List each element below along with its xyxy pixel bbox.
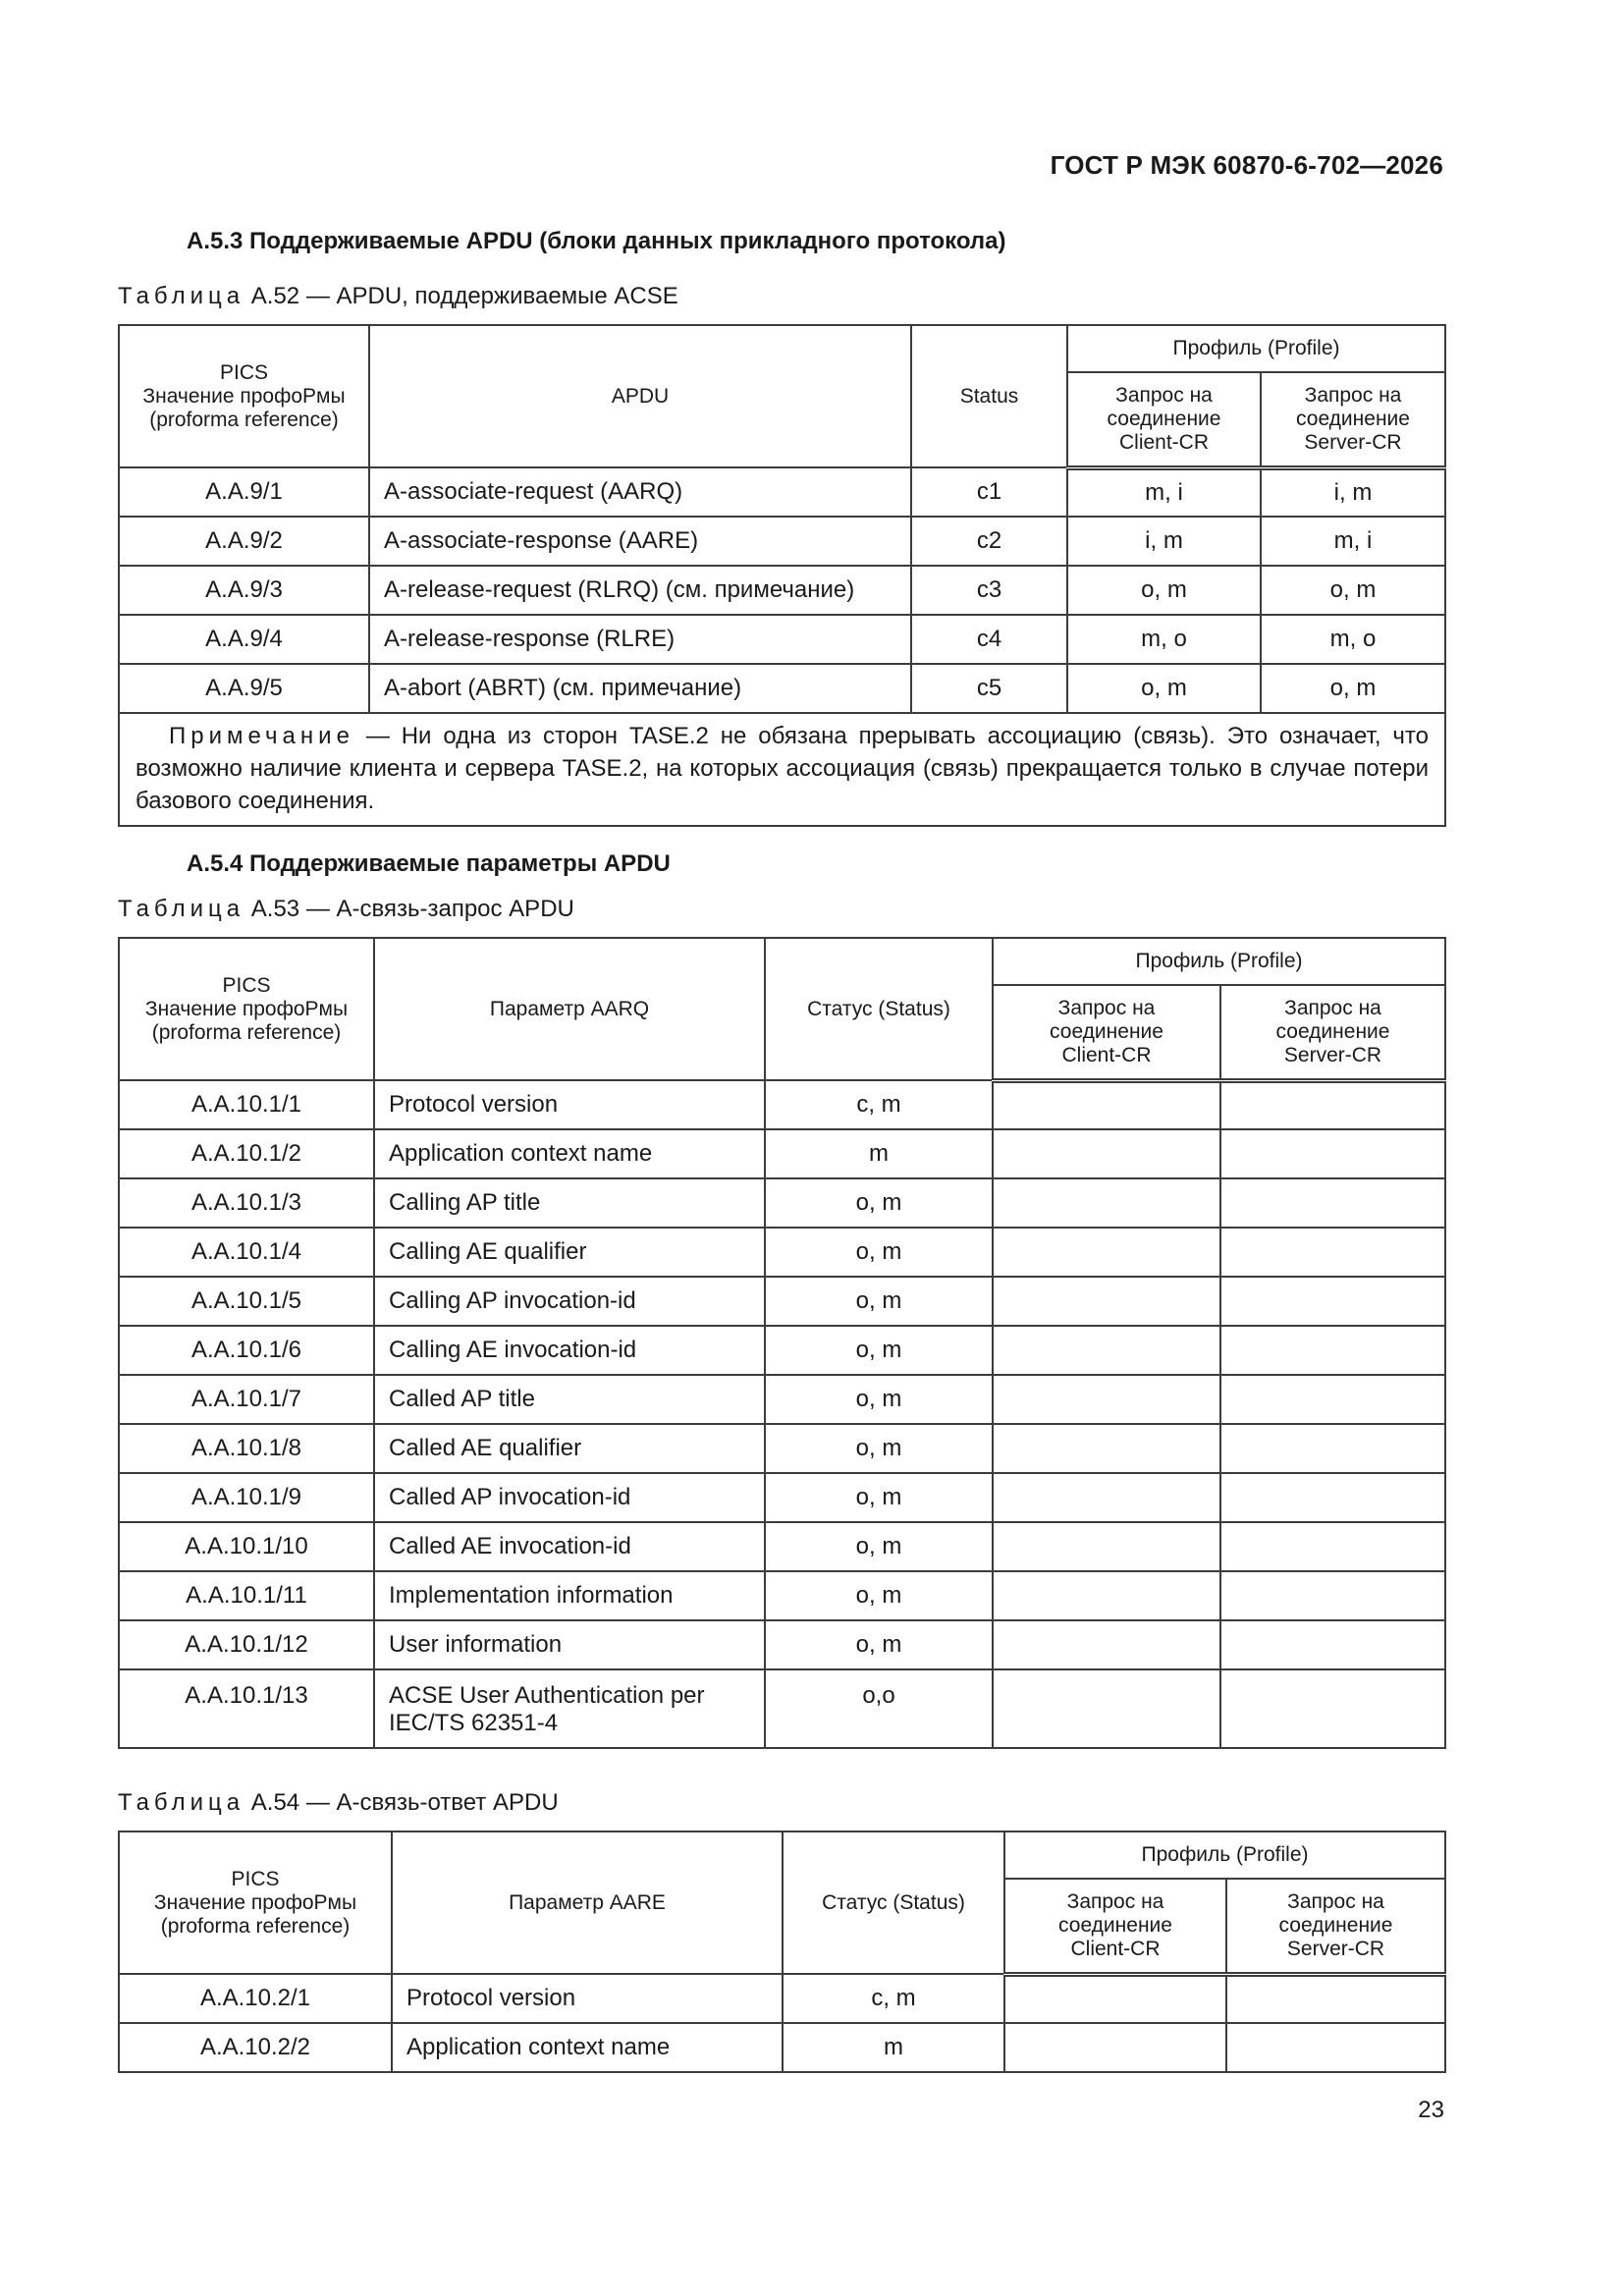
table-caption-label: Таблица xyxy=(118,1789,245,1816)
header-pics: PICS Значение профоРмы (proforma reference) xyxy=(119,1831,392,1974)
parameter-cell: Called AP invocation-id xyxy=(374,1473,765,1522)
table-54-body xyxy=(119,1974,1445,2072)
table-row xyxy=(119,1974,1445,2023)
server-cr-cell: o, m xyxy=(1261,566,1445,615)
client-cr-cell xyxy=(993,1228,1220,1277)
parameter-cell: Calling AE qualifier xyxy=(374,1228,765,1277)
parameter-cell: Application context name xyxy=(392,2023,783,2072)
document-id: ГОСТ Р МЭК 60870-6-702—2026 xyxy=(1050,150,1443,180)
parameter-cell: Protocol version xyxy=(392,1974,783,2023)
server-cr-cell xyxy=(1220,1178,1445,1228)
status-cell: o, m xyxy=(765,1228,993,1277)
status-cell: o,o xyxy=(765,1669,993,1748)
table-row xyxy=(119,1129,1445,1178)
server-cr-cell xyxy=(1220,1228,1445,1277)
pics-cell: А.А.10.1/5 xyxy=(119,1277,374,1326)
header-server-cr: Запрос на соединение Server-CR xyxy=(1261,372,1445,467)
pics-cell: А.А.9/2 xyxy=(119,517,369,566)
table-row xyxy=(119,1473,1445,1522)
table-row xyxy=(119,1326,1445,1375)
parameter-cell: A-release-request (RLRQ) (см. примечание) xyxy=(369,566,911,615)
table-row xyxy=(119,1522,1445,1571)
section-heading-a54: А.5.4 Поддерживаемые параметры APDU xyxy=(187,850,671,877)
table-caption-text: А.54 — А-связь-ответ APDU xyxy=(250,1789,559,1816)
parameter-cell: Called AE invocation-id xyxy=(374,1522,765,1571)
status-cell: c3 xyxy=(911,566,1067,615)
header-status: Статус (Status) xyxy=(765,938,993,1080)
client-cr-cell xyxy=(993,1424,1220,1473)
parameter-cell: Application context name xyxy=(374,1129,765,1178)
table-53-body xyxy=(119,1080,1445,1748)
client-cr-cell xyxy=(993,1080,1220,1129)
table-row xyxy=(119,1375,1445,1424)
header-aarq-parameter: Параметр AARQ xyxy=(374,938,765,1080)
server-cr-cell xyxy=(1220,1129,1445,1178)
header-server-cr: Запрос на соединение Server-CR xyxy=(1226,1879,1445,1974)
table-52-caption xyxy=(118,283,678,310)
table-caption-label: Таблица xyxy=(118,896,245,922)
status-cell: c, m xyxy=(765,1080,993,1129)
server-cr-cell xyxy=(1220,1669,1445,1748)
header-status: Статус (Status) xyxy=(783,1831,1004,1974)
pics-cell: А.А.9/4 xyxy=(119,615,369,664)
status-cell: o, m xyxy=(765,1178,993,1228)
header-server-cr: Запрос на соединение Server-CR xyxy=(1220,985,1445,1080)
note-label: Примечание xyxy=(169,723,354,749)
pics-cell: А.А.9/1 xyxy=(119,467,369,517)
status-cell: o, m xyxy=(765,1473,993,1522)
server-cr-cell: o, m xyxy=(1261,664,1445,713)
table-row xyxy=(119,566,1445,615)
table-row xyxy=(119,467,1445,517)
client-cr-cell: o, m xyxy=(1067,566,1261,615)
status-cell: o, m xyxy=(765,1571,993,1620)
pics-cell: А.А.10.1/7 xyxy=(119,1375,374,1424)
client-cr-cell xyxy=(993,1178,1220,1228)
client-cr-cell xyxy=(993,1522,1220,1571)
client-cr-cell: m, o xyxy=(1067,615,1261,664)
header-client-cr: Запрос на соединение Client-CR xyxy=(1067,372,1261,467)
table-52 xyxy=(118,324,1446,827)
client-cr-cell xyxy=(993,1571,1220,1620)
header-aare-parameter: Параметр AARE xyxy=(392,1831,783,1974)
parameter-cell: A-associate-response (AARE) xyxy=(369,517,911,566)
table-caption-label: Таблица xyxy=(118,283,245,309)
server-cr-cell: i, m xyxy=(1261,467,1445,517)
parameter-cell: A-associate-request (AARQ) xyxy=(369,467,911,517)
header-profile: Профиль (Profile) xyxy=(1004,1831,1445,1879)
status-cell: o, m xyxy=(765,1424,993,1473)
table-54-caption xyxy=(118,1789,559,1817)
table-row xyxy=(119,1178,1445,1228)
status-cell: o, m xyxy=(765,1326,993,1375)
pics-cell: А.А.10.2/2 xyxy=(119,2023,392,2072)
parameter-cell: Called AE qualifier xyxy=(374,1424,765,1473)
status-cell: o, m xyxy=(765,1620,993,1669)
header-profile: Профиль (Profile) xyxy=(1067,325,1445,372)
client-cr-cell xyxy=(1004,2023,1226,2072)
status-cell: c4 xyxy=(911,615,1067,664)
status-cell: m xyxy=(783,2023,1004,2072)
table-caption-text: А.52 — APDU, поддерживаемые ACSE xyxy=(250,283,678,309)
header-pics: PICS Значение профоРмы (proforma reference) xyxy=(119,938,374,1080)
parameter-cell: Protocol version xyxy=(374,1080,765,1129)
header-apdu: APDU xyxy=(369,325,911,467)
pics-cell: А.А.10.1/8 xyxy=(119,1424,374,1473)
parameter-cell: A-abort (ABRT) (см. примечание) xyxy=(369,664,911,713)
page-number: 23 xyxy=(1418,2097,1444,2123)
pics-cell: А.А.10.1/11 xyxy=(119,1571,374,1620)
parameter-cell: ACSE User Authentication per IEC/TS 62351-4 xyxy=(374,1669,765,1748)
table-53 xyxy=(118,937,1446,1749)
table-row xyxy=(119,1080,1445,1129)
server-cr-cell xyxy=(1220,1326,1445,1375)
pics-cell: А.А.10.1/4 xyxy=(119,1228,374,1277)
parameter-cell: Calling AP title xyxy=(374,1178,765,1228)
header-pics: PICS Значение профоРмы (proforma reference) xyxy=(119,325,369,467)
parameter-cell: Implementation information xyxy=(374,1571,765,1620)
server-cr-cell: m, i xyxy=(1261,517,1445,566)
server-cr-cell xyxy=(1220,1473,1445,1522)
table-53-caption xyxy=(118,896,574,923)
status-cell: o, m xyxy=(765,1375,993,1424)
status-cell: c1 xyxy=(911,467,1067,517)
pics-cell: А.А.10.1/2 xyxy=(119,1129,374,1178)
pics-cell: А.А.10.1/6 xyxy=(119,1326,374,1375)
server-cr-cell xyxy=(1220,1620,1445,1669)
client-cr-cell xyxy=(993,1277,1220,1326)
table-54 xyxy=(118,1831,1446,2073)
status-cell: c, m xyxy=(783,1974,1004,2023)
client-cr-cell: i, m xyxy=(1067,517,1261,566)
server-cr-cell xyxy=(1220,1277,1445,1326)
parameter-cell: Called AP title xyxy=(374,1375,765,1424)
status-cell: c5 xyxy=(911,664,1067,713)
table-row xyxy=(119,664,1445,713)
pics-cell: А.А.10.1/13 xyxy=(119,1669,374,1748)
pics-cell: А.А.10.2/1 xyxy=(119,1974,392,2023)
pics-cell: А.А.9/5 xyxy=(119,664,369,713)
section-heading-a53: А.5.3 Поддерживаемые APDU (блоки данных прикладного протокола) xyxy=(187,228,1006,254)
table-row xyxy=(119,615,1445,664)
table-row xyxy=(119,1424,1445,1473)
client-cr-cell xyxy=(993,1620,1220,1669)
parameter-cell: Calling AP invocation-id xyxy=(374,1277,765,1326)
status-cell: o, m xyxy=(765,1277,993,1326)
pics-cell: А.А.10.1/12 xyxy=(119,1620,374,1669)
header-client-cr: Запрос на соединение Client-CR xyxy=(1004,1879,1226,1974)
table-52-note xyxy=(119,713,1445,826)
status-cell: o, m xyxy=(765,1522,993,1571)
table-row xyxy=(119,2023,1445,2072)
header-status: Status xyxy=(911,325,1067,467)
pics-cell: А.А.9/3 xyxy=(119,566,369,615)
server-cr-cell xyxy=(1220,1080,1445,1129)
pics-cell: А.А.10.1/9 xyxy=(119,1473,374,1522)
table-row xyxy=(119,517,1445,566)
client-cr-cell xyxy=(993,1129,1220,1178)
status-cell: m xyxy=(765,1129,993,1178)
table-row xyxy=(119,1620,1445,1669)
server-cr-cell xyxy=(1220,1375,1445,1424)
client-cr-cell xyxy=(993,1375,1220,1424)
client-cr-cell xyxy=(993,1326,1220,1375)
server-cr-cell xyxy=(1226,1974,1445,2023)
header-client-cr: Запрос на соединение Client-CR xyxy=(993,985,1220,1080)
pics-cell: А.А.10.1/1 xyxy=(119,1080,374,1129)
parameter-cell: A-release-response (RLRE) xyxy=(369,615,911,664)
client-cr-cell xyxy=(993,1473,1220,1522)
server-cr-cell: m, o xyxy=(1261,615,1445,664)
parameter-cell: User information xyxy=(374,1620,765,1669)
server-cr-cell xyxy=(1220,1424,1445,1473)
header-profile: Профиль (Profile) xyxy=(993,938,1445,985)
pics-cell: А.А.10.1/3 xyxy=(119,1178,374,1228)
table-52-body xyxy=(119,467,1445,713)
client-cr-cell: m, i xyxy=(1067,467,1261,517)
pics-cell: А.А.10.1/10 xyxy=(119,1522,374,1571)
table-row xyxy=(119,1277,1445,1326)
server-cr-cell xyxy=(1220,1571,1445,1620)
client-cr-cell: o, m xyxy=(1067,664,1261,713)
client-cr-cell xyxy=(993,1669,1220,1748)
table-row xyxy=(119,1571,1445,1620)
table-caption-text: А.53 — А-связь-запрос APDU xyxy=(250,896,574,922)
table-row xyxy=(119,1669,1445,1748)
client-cr-cell xyxy=(1004,1974,1226,2023)
status-cell: c2 xyxy=(911,517,1067,566)
note-text: — Ни одна из сторон TASE.2 не обязана прерывать ассоциацию (связь). Это означает, что возможно наличие клиента и сервера TASE.2, на которых ассоциация (связь) прекращается только в случае потери базового соединения. xyxy=(135,723,1429,814)
server-cr-cell xyxy=(1220,1522,1445,1571)
server-cr-cell xyxy=(1226,2023,1445,2072)
table-row xyxy=(119,1228,1445,1277)
parameter-cell: Calling AE invocation-id xyxy=(374,1326,765,1375)
